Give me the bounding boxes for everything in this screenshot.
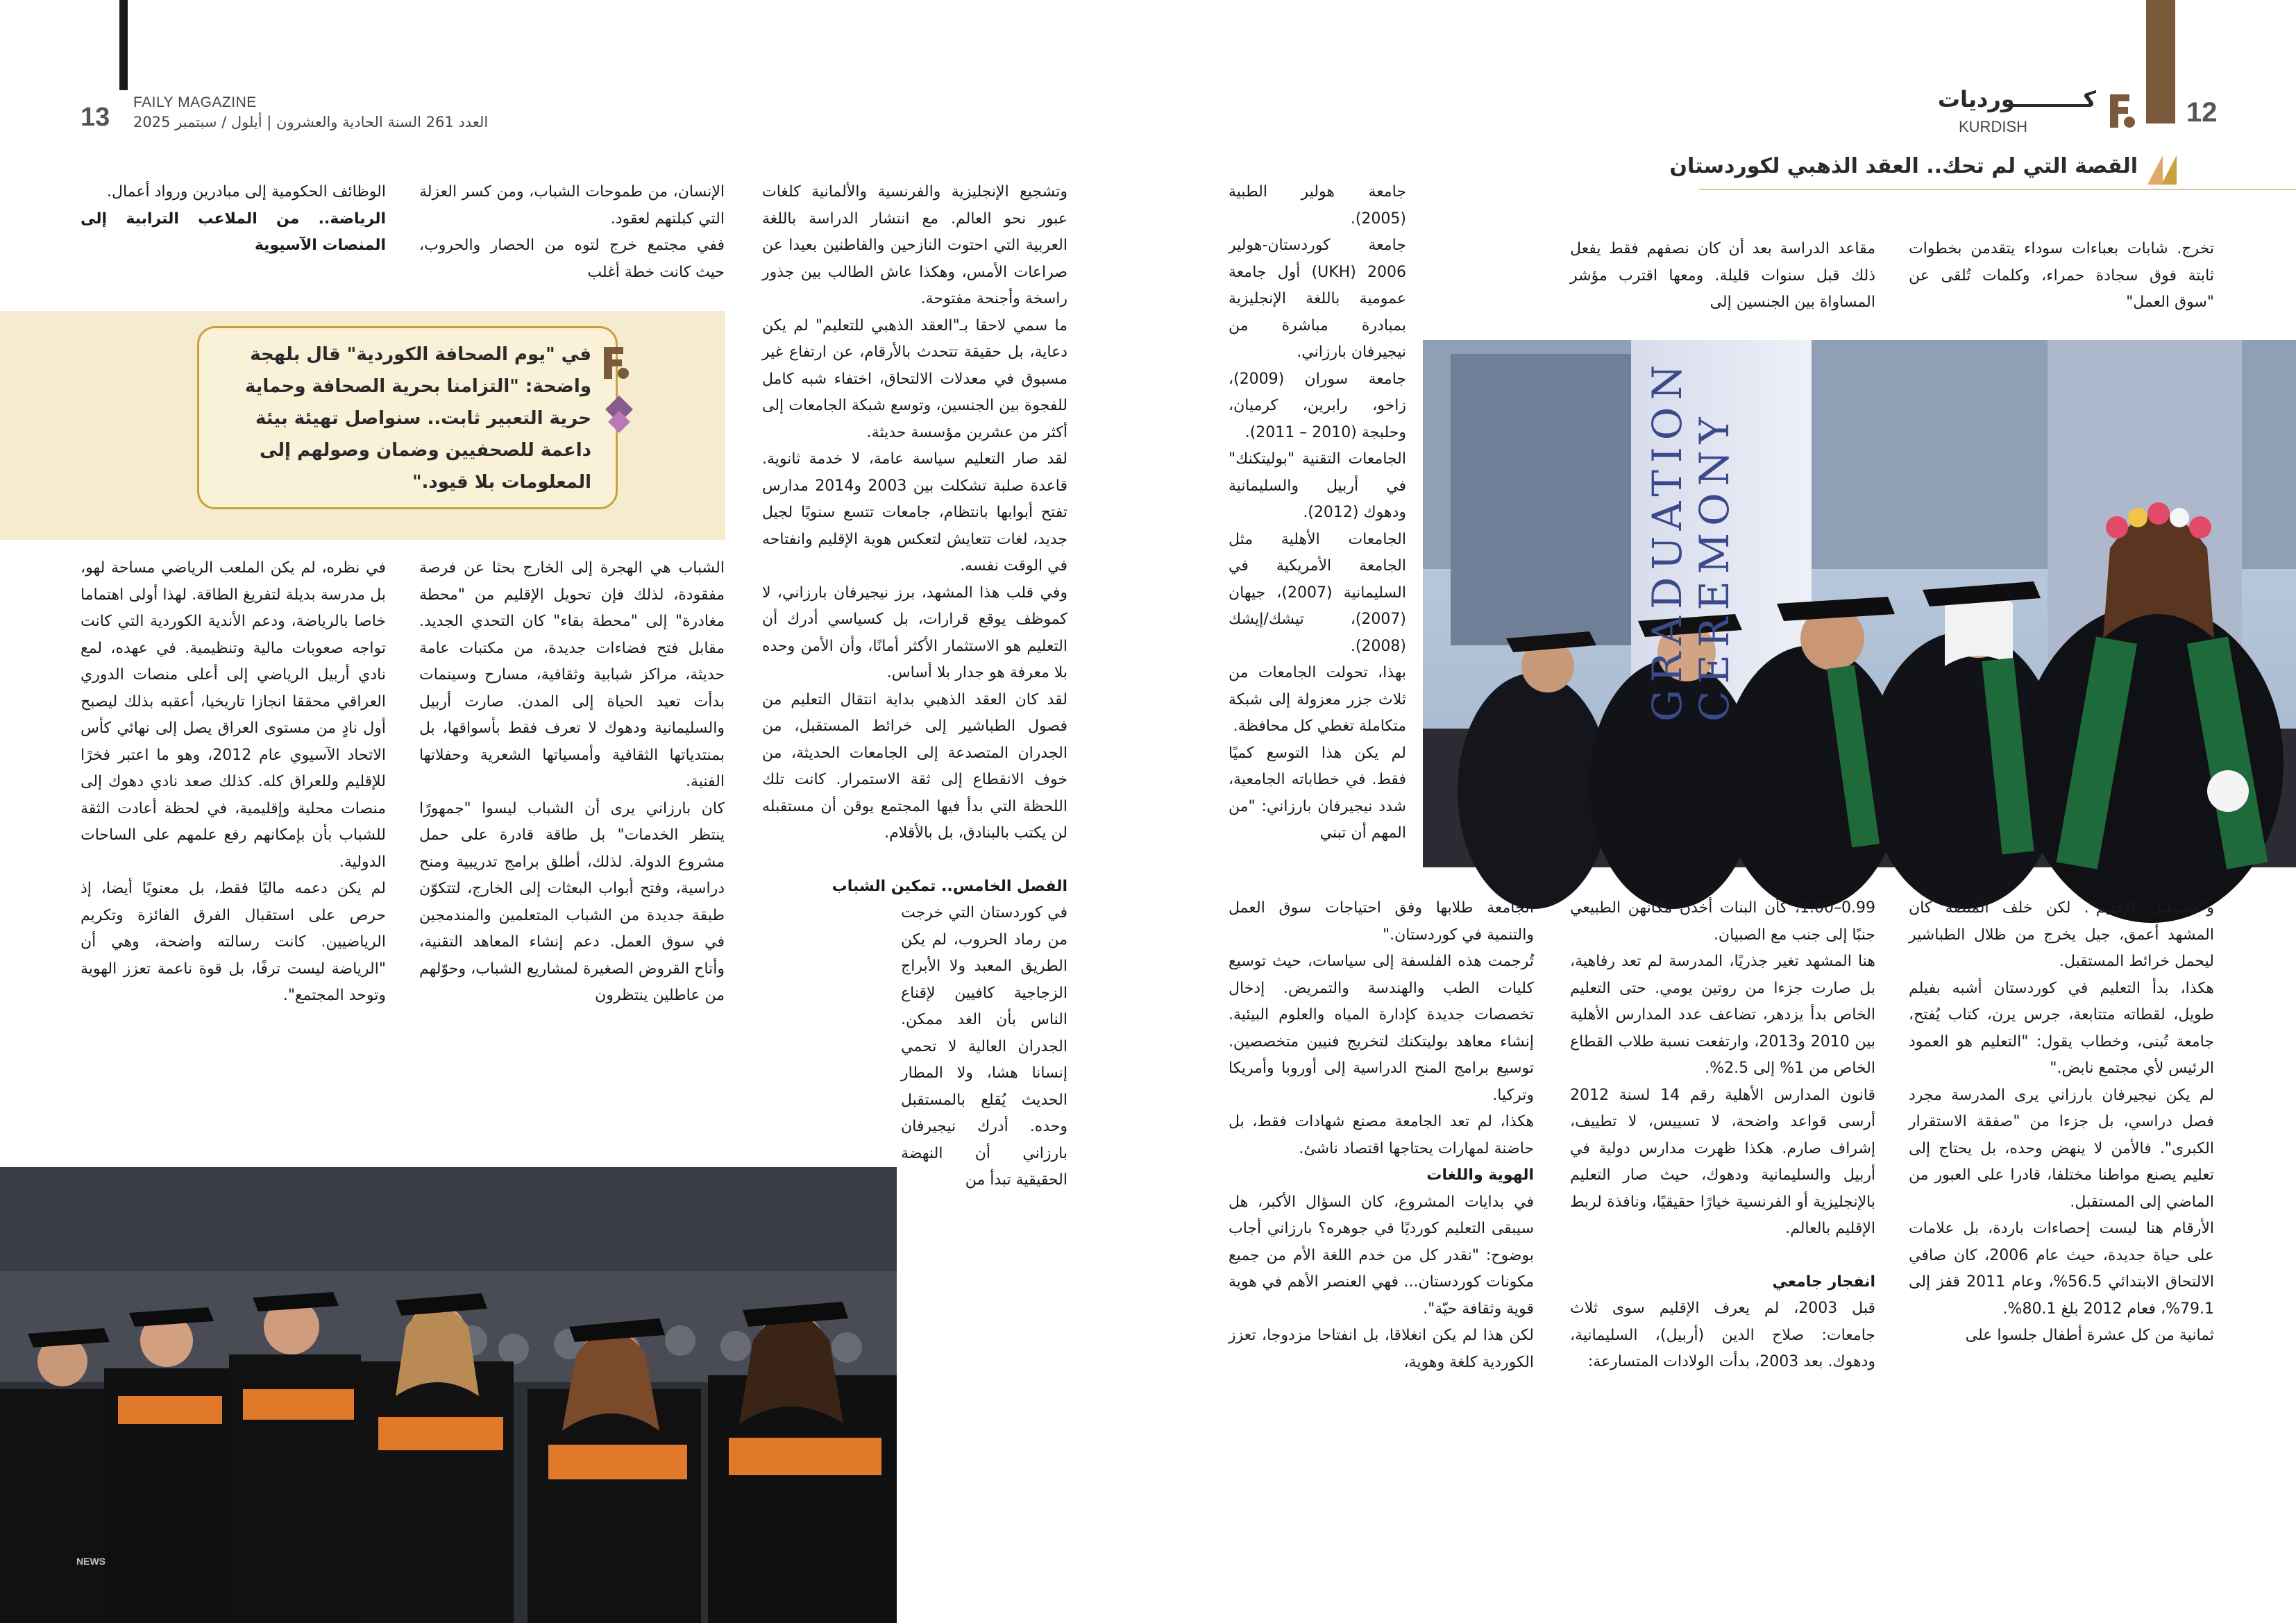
left-page-accent-bar [119, 0, 128, 90]
paragraph: مقاعد الدراسة بعد أن كان نصفهم فقط يفعل ذلك قبل سنوات قليلة. ومعها اقترب مؤشر المساواة بين الجنسين إلى [1570, 240, 1875, 311]
paragraph: الجامعات الأهلية مثل الجامعة الأمريكية في السليمانية (2007)، جيهان (2007)، تيشك/إيشك (2008). [1229, 530, 1406, 655]
left-page-col-middle-top [419, 179, 725, 297]
subheading-chapter-five: الفصل الخامس.. تمكين الشباب [832, 877, 1067, 895]
paragraph: هكذا، بدأ التعليم في كوردستان أشبه بفيلم طويل، لقطاته متتابعة، جرس يرن، كتاب يُفتح، جامعة تُبنى، وخطاب يقول: "التعليم هو العمود الرئيس لأي مجتمع نابض." [1909, 979, 2214, 1077]
paragraph: قبل 2003، لم يعرف الإقليم سوى ثلاث جامعات: صلاح الدين (أربيل)، السليمانية، ودهوك. بعد 2003، بدأت الولادات المتسارعة: [1570, 1300, 1876, 1370]
paragraph: كان بارزاني يرى أن الشباب ليسوا "جمهورًا ينتظر الخدمات" بل طاقة قادرة على حمل مشروع الدولة. لذلك، أطلق برامج تدريبية ومنح دراسية، وفتح أبواب البعثات إلى الخارج، لتتكوّن طبقة جديدة من الشباب المتعلمين والمندمجين في سوق العمل. دعم إنشاء المعاهد التقنية، وأتاح القروض الصغيرة لمشاريع الشباب، وحوّلهم من عاطلين ينتظرون [419, 799, 725, 1004]
paragraph: وتشجيع الإنجليزية والفرنسية والألمانية كلغات عبور نحو العالم. مع انتشار الدراسة باللغة العربية التي احتوت النازحين والقاطنين بعيدا عن صراعات الأمس، وهكذا عاش الطالب بين جذور راسخة وأجنحة مفتوحة. [762, 183, 1067, 307]
news-watermark: NEWS [76, 1556, 105, 1567]
left-page-number: 13 [81, 103, 110, 132]
right-page-col-left-bottom [1229, 895, 1534, 1520]
paragraph: تُرجمت هذه الفلسفة إلى سياسات، حيث توسيع كليات الطب والهندسة والتمريض. إدخال تخصصات جديدة كإدارة المياه والعلوم البيئية. إنشاء معاهد بوليتكنك لتخريج فنيين متخصصين. توسيع برامج المنح الدراسية إلى أوروبا وأمريكا وتركيا. [1229, 953, 1534, 1104]
left-page-col-left-bottom [81, 555, 386, 1152]
paragraph: الوظائف الحكومية إلى مبادرين ورواد أعمال. [107, 183, 386, 201]
subheading-identity-languages: الهوية واللغات [1426, 1166, 1534, 1184]
paragraph: في كوردستان التي خرجت من رماد الحروب، لم يكن الطريق المعبد ولا الأبراج الزجاجية كافيين لإقناع الناس بأن الغد ممكن. الجدران العالية لا تحمي إنسانا هشا، ولا المطار الحديث يُقلع بالمستقبل وحده. أدرك نيجيرفان بارزاني أن النهضة الحقيقية تبدأ من [901, 904, 1067, 1189]
paragraph: جامعة كوردستان-هولير 2006 (UKH) أول جامعة عمومية باللغة الإنجليزية بمبادرة مباشرة من نيجيرفان بارزاني. [1229, 237, 1406, 361]
subheading-sports: الرياضة.. من الملاعب الترابية إلى المنصات الآسيوية [81, 210, 386, 254]
paragraph: لم يكن دعمه ماليًا فقط، بل معنويًا أيضا، إذ حرص على استقبال الفرق الفائزة وتكريم الرياضيين. كانت رسالته واضحة، وهي أن "الرياضة ليست ترفًا، بل قوة ناعمة تعزز الهوية وتوحد المجتمع". [81, 880, 386, 1004]
paragraph: الأرقام هنا ليست إحصاءات باردة، بل علامات على حياة جديدة، حيث عام 2006، كان صافي الالتحاق الابتدائي 56.5%، وعام 2011 قفز إلى 79.1%، فعام 2012 بلغ 80.1%. [1909, 1220, 2214, 1318]
quote-logo-icon [598, 344, 634, 382]
right-page-col-left [1229, 179, 1406, 915]
paragraph: الإنسان، من طموحات الشباب، ومن كسر العزلة التي كبلتهم لعقود. [419, 183, 725, 228]
paragraph: الجامعة طلابها وفق احتياجات سوق العمل والتنمية في كوردستان." [1229, 899, 1534, 944]
paragraph: قانون المدارس الأهلية رقم 14 لسنة 2012 أرسى قواعد واضحة، لا تسييس، لا تطييف، إشراف صارم. هكذا ظهرت مدارس دولية في أربيل والسليمانية ودهوك، حيث صار التعليم بالإنجليزية أو الفرنسية خيارًا حقيقيًا، ونافذة لربط الإقليم بالعالم. [1570, 1086, 1875, 1237]
quote-callout-text: في "يوم الصحافة الكوردية" قال بلهجة واضحة: "التزامنا بحرية الصحافة وحماية حرية التعبير ثابت.. سنواصل تهيئة بيئة داعمة للصحفيين وضمان وصولهم إلى المعلومات بلا قيود." [244, 344, 591, 493]
sash-label [1424, 756, 1484, 767]
paragraph: لقد صار التعليم سياسة عامة، لا خدمة ثانوية. قاعدة صلبة تشكلت بين 2003 و2014 مدارس تفتح أبوابها بانتظام، جامعات تتسع سنويًا لجيل جديد، لغات تتعايش لتعكس هوية الإقليم وانفتاحه في الوقت نفسه. [762, 450, 1067, 575]
left-page-col-left-top [81, 179, 386, 297]
issue-line: العدد 261 السنة الحادية والعشرون | أيلول / سبتمبر 2025 [133, 114, 489, 130]
paragraph: لم يكن هذا التوسع كميًا فقط. في خطاباته الجامعية، شدد نيجيرفان بارزاني: "من المهم أن تبني [1229, 744, 1406, 842]
section-title-ar: كـــــــــورديات [1937, 86, 2096, 112]
paragraph: جامعة سوران (2009)، زاخو، رابرين، كرميان، وحلبجة (2010 – 2011). [1229, 370, 1406, 441]
title-rule [1699, 189, 2296, 190]
article-title: القصة التي لم تحك.. العقد الذهبي لكوردستان [1669, 154, 2138, 178]
right-page-col-middle-top [1570, 236, 1875, 322]
right-page-col-middle-bottom [1570, 895, 1875, 1520]
paragraph: لم يكن نيجيرفان بارزاني يرى المدرسة مجرد فصل دراسي، بل جزءا من "صفقة الاستقرار الكبرى". فالأمن لا ينهض وحده، بل يحتاج إلى تعليم يصنع مواطنا مختلفا، قادرا على العبور من الماضي إلى المستقبل. [1909, 1086, 2214, 1211]
spacer [1570, 1243, 1875, 1269]
paragraph: جامعة هولير الطبية (2005). [1229, 183, 1406, 228]
paragraph: في نظره، لم يكن الملعب الرياضي مساحة لهو، بل مدرسة بديلة لتفريغ الطاقة. لهذا أولى اهتماما خاصا بالرياضة، ودعم الأندية الكوردية التي كانت تواجه صعوبات مالية وتنظيمية. في عهده، لمع نادي أربيل الرياضي إلى أعلى منصات الدوري العراقي محققا انجازا تاريخيا، أعقبه بذلك ليصبح أول نادٍ من مستوى العراق يصل إلى نهائي كأس الاتحاد الآسيوي عام 2012، وهو ما اعتبر فخرًا للإقليم وللعراق كله. كذلك صعد نادي دهوك إلى منصات محلية وإقليمية، في لحظة أعادت الثقة للشباب بأن بإمكانهم رفع علمهم على الساحات الدولية. [81, 559, 386, 871]
graduation-photo-right [1423, 340, 2296, 867]
banner-text: GRADUATION CEREMONY [1644, 357, 1738, 722]
magazine-name: FAILY MAGAZINE [133, 94, 257, 110]
paragraph: 0.99–1.00، كأن البنات أخذن مكانهن الطبيعي جنبًا إلى جنب مع الصبيان. [1570, 899, 1875, 944]
paragraph: لكن هذا لم يكن انغلاقا، بل انفتاحا مزدوجا، تعزز الكوردية كلغة وهوية، [1229, 1327, 1534, 1371]
paragraph: بهذا، تحولت الجامعات من ثلاث جزر معزولة إلى شبكة متكاملة تغطي كل محافظة. [1229, 664, 1406, 735]
right-page-accent-bar [2146, 0, 2175, 124]
paragraph: في بدايات المشروع، كان السؤال الأكبر، هل سيبقى التعليم كورديًا في جوهره؟ بارزاني أجاب بوضوح: "نقدر كل من خدم اللغة الأم من جميع مكونات كوردستان... فهي العنصر الأهم في هوية قوية وثقافة حيّة". [1229, 1193, 1534, 1318]
paragraph: وفي قلب هذا المشهد، برز نيجيرفان بارزاني، لا كموظف يوقع قرارات، بل كسياسي أدرك أن التعليم هو الاستثمار الأكثر أمانًا، وأن الأمن وحده بلا معرفة هو جدار بلا أساس. [762, 584, 1067, 681]
section-title-en: KURDISH [1959, 118, 2028, 135]
right-page-col-right-top [1909, 236, 2214, 322]
left-page-col-right [762, 179, 1067, 1518]
paragraph: هكذا، لم تعد الجامعة مصنع شهادات فقط، بل حاضنة لمهارات يحتاجها اقتصاد ناشئ. [1229, 1113, 1534, 1157]
faily-logo-icon [2104, 92, 2141, 130]
paragraph: لقد كان العقد الذهبي بداية انتقال التعليم من فصول الطباشير إلى خرائط المستقبل، من الجدران المتصدعة إلى الجامعات الحديثة، من خوف الانقطاع إلى ثقة الاستمرار. كانت تلك اللحظة التي بدأ فيها المجتمع يوقن أن مستقبله لن يكتب بالبنادق، بل بالأقلام. [762, 690, 1067, 842]
paragraph: الشباب هي الهجرة إلى الخارج بحثا عن فرصة مفقودة، لذلك فإن تحويل الإقليم من "محطة مغادرة" إلى "محطة بقاء" كان التحدي الجديد. مقابل فتح فضاءات جديدة، من مكتبات عامة حديثة، مراكز شبابية وثقافية، مسارح وسينمات بدأت تعيد الحياة إلى المدن. صارت أربيل والسليمانية ودهوك لا تعرف فقط بأسواقها، بل بمنتدياتها الثقافية وأمسياتها الشعرية وحفلاتها الفنية. [419, 559, 725, 790]
paragraph: ما سمي لاحقا بـ"العقد الذهبي للتعليم" لم يكن دعاية، بل حقيقة تتحدث بالأرقام، عن ارتفاع غير مسبوق في معدلات الالتحاق، اختفاء شبه كامل للفجوة بين الجنسين، وتوسع شبكة الجامعات إلى أكثر من عشرين مؤسسة حديثة. [762, 316, 1067, 441]
spacer [762, 847, 1067, 874]
subheading-university-boom: انفجار جامعي [1772, 1273, 1875, 1291]
left-page-col-middle-bottom [419, 555, 725, 1152]
paragraph: تخرج. شابات بعباءات سوداء يتقدمن بخطوات ثابتة فوق سجادة حمراء، وكلمات تُلقى عن "سوق العمل" [1909, 240, 2214, 311]
paragraph: هنا المشهد تغير جذريًا، المدرسة لم تعد رفاهية، بل صارت جزءا من روتين يومي. حتى التعليم الخاص بدأ يزدهر، تضاعف عدد المدارس الأهلية بين 2010 و2013، وارتفعت نسبة طلاب القطاع الخاص من 1% إلى 2.5%. [1570, 953, 1875, 1077]
paragraph: ثمانية من كل عشرة أطفال جلسوا على [1965, 1327, 2214, 1344]
title-triangles-icon [2145, 155, 2177, 185]
quote-diamond-icon [605, 396, 633, 437]
paragraph: و"مستقبل الإقليم". لكن خلف المنصة كان المشهد أعمق، جيل يخرج من ظلال الطباشير ليحمل خرائط المستقبل. [1909, 899, 2214, 970]
paragraph: ففي مجتمع خرج لتوه من الحصار والحروب، حيث كانت خطة أغلب [419, 237, 725, 281]
right-page-number: 12 [2186, 97, 2218, 128]
paragraph: الجامعات التقنية "بوليتكنك" في أربيل والسليمانية ودهوك (2012). [1229, 450, 1406, 521]
right-page-col-right-bottom [1909, 895, 2214, 1520]
